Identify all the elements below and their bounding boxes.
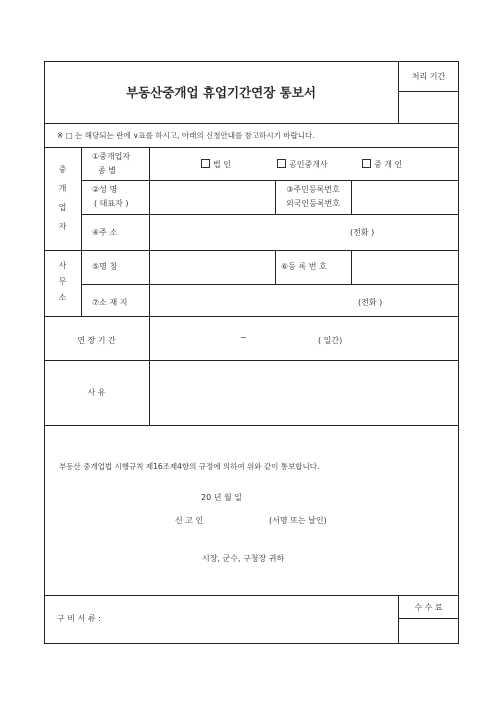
signature-hint: (서명 또는 날인)	[269, 516, 327, 525]
statement-text: 부동산 중개업법 시행규칙 제16조제4항의 규정에 의하여 위와 같이 통보합니다.	[59, 462, 320, 471]
office-section-label: 사 무 소	[58, 261, 67, 302]
addressee: 시장, 군수, 구청장 귀하	[202, 554, 285, 563]
notice-separator	[44, 147, 459, 148]
address-input[interactable]	[150, 215, 458, 250]
agent-checkbox[interactable]	[362, 159, 371, 168]
office-name-input[interactable]	[150, 251, 275, 284]
licensed-agent-checkbox[interactable]	[277, 159, 286, 168]
frame-top	[44, 61, 459, 62]
address-label: ④주 소	[92, 228, 118, 237]
name-label: ②성 명	[92, 185, 118, 194]
id-input[interactable]	[352, 181, 458, 214]
option-corporation[interactable]	[201, 159, 231, 170]
office-phone: (전화 )	[358, 298, 383, 307]
processing-box-left	[398, 61, 399, 123]
fee-input[interactable]	[399, 619, 458, 643]
form-title: 부동산중개업 휴업기간연장 통보서	[126, 85, 316, 100]
registration-no-input[interactable]	[352, 251, 458, 284]
frame-right	[458, 61, 459, 644]
agent-section-label: 중 개 업 자	[58, 165, 67, 231]
corporation-checkbox[interactable]	[201, 159, 210, 168]
id-label: ③주민등록번호	[286, 185, 340, 194]
name-input[interactable]	[150, 181, 275, 214]
office-location-label: ⑦소 재 지	[92, 298, 128, 307]
foreign-id-label: 외국인등록번호	[285, 199, 341, 208]
extension-period-label: 연 장 기 간	[77, 336, 116, 345]
title-section-bottom	[44, 123, 459, 124]
office-location-input[interactable]	[150, 285, 458, 316]
extension-tilde: ~	[240, 333, 247, 342]
reason-label: 사 유	[87, 388, 106, 397]
reason-input[interactable]	[150, 361, 458, 425]
option-agent[interactable]	[362, 159, 402, 170]
licensed-agent-option-label: 공인중개사	[289, 160, 328, 169]
office-name-label: ⑤명 칭	[92, 262, 118, 271]
documents-label: 구 비 서 류 :	[57, 614, 101, 623]
frame-bottom	[44, 643, 459, 644]
fee-label: 수 수 료	[414, 603, 443, 612]
address-phone: (전화 )	[350, 228, 375, 237]
frame-left	[44, 61, 45, 644]
agent-type-label-2: 종 별	[98, 166, 116, 175]
notice-text: ※ □ 는 해당되는 란에 ∨표를 하시고, 아래의 신청안내를 참고하시기 바랍니다.	[57, 131, 315, 140]
corporation-option-label: 법 인	[213, 160, 231, 169]
section-col-divider	[81, 147, 82, 316]
agent-option-label: 중 개 인	[374, 160, 403, 169]
processing-box-mid	[398, 91, 459, 92]
name-label-sub: ( 대표자 )	[94, 199, 129, 208]
extension-days: ( 일간)	[318, 336, 343, 345]
option-licensed-agent[interactable]	[277, 159, 328, 170]
processing-period-label: 처리 기간	[411, 72, 446, 81]
row-line-7	[44, 425, 459, 426]
registration-no-label: ⑥등 록 번 호	[281, 262, 327, 271]
agent-type-label: ①중개업자	[92, 152, 131, 161]
date-line: 20 년 월 일	[201, 493, 242, 502]
reporter-label: 신 고 인	[175, 516, 204, 525]
office-name-divider	[275, 250, 276, 284]
footer-separator	[44, 595, 459, 596]
extension-period-input[interactable]	[150, 317, 458, 360]
